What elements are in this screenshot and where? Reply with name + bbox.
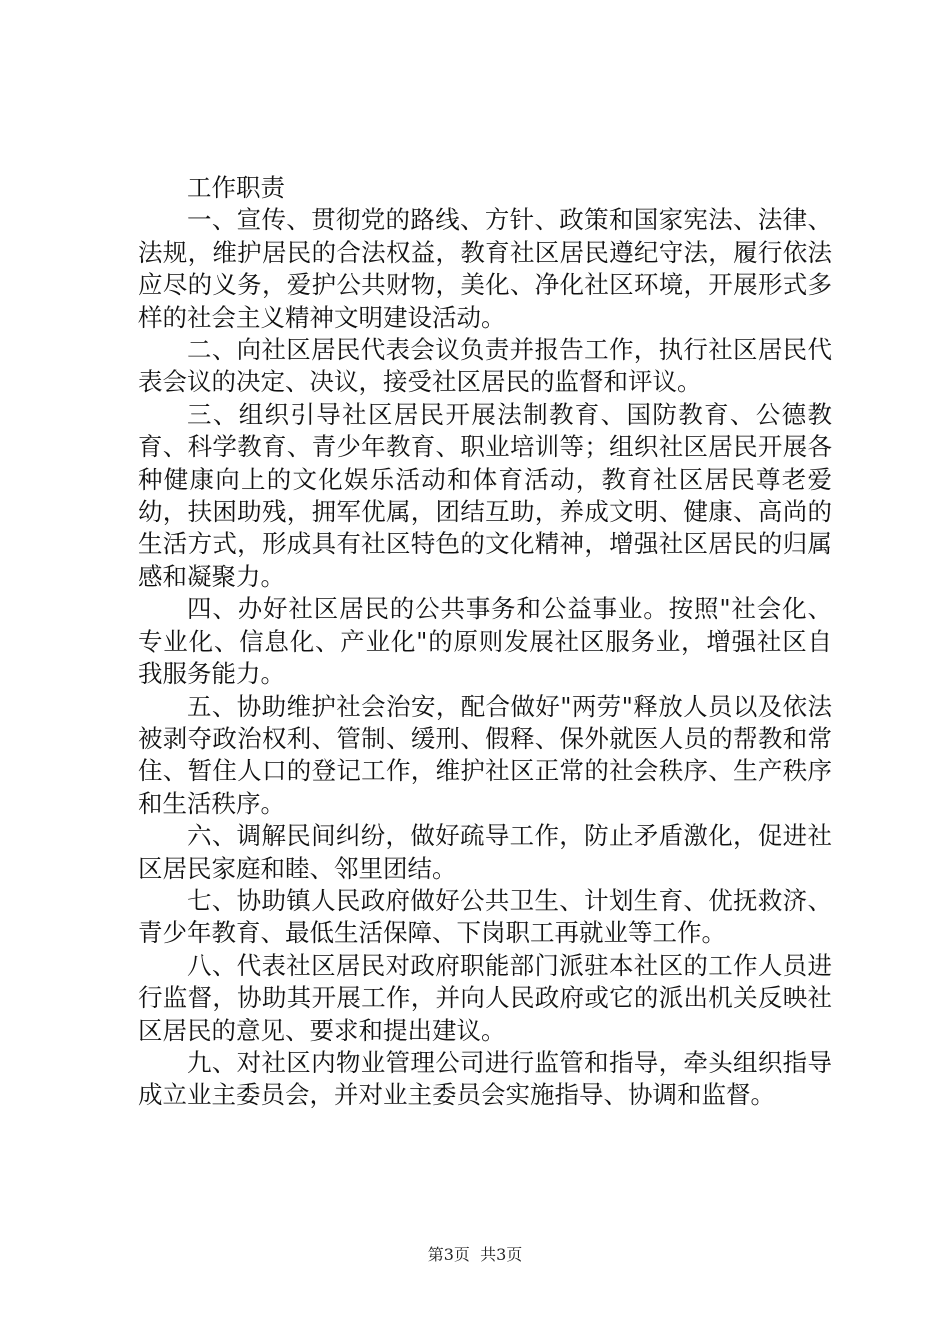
paragraph-7: 七、协助镇人民政府做好公共卫生、计划生育、优抚救济、青少年教育、最低生活保障、下岗职工再就业等工作。 [138, 885, 832, 948]
paragraph-1: 一、宣传、贯彻党的路线、方针、政策和国家宪法、法律、法规，维护居民的合法权益，教育社区居民遵纪守法，履行依法应尽的义务，爱护公共财物，美化、净化社区环境，开展形式多样的社会主义精神文明建设活动。 [138, 205, 832, 332]
paragraph-5: 五、协助维护社会治安，配合做好"两劳"释放人员以及依法被剥夺政治权利、管制、缓刑、假释、保外就医人员的帮教和常住、暂住人口的登记工作，维护社区正常的社会秩序、生产秩序和生活秩序。 [138, 691, 832, 818]
paragraph-6: 六、调解民间纠纷，做好疏导工作，防止矛盾激化，促进社区居民家庭和睦、邻里团结。 [138, 821, 832, 883]
section-heading: 工作职责 [187, 173, 285, 202]
paragraph-9: 九、对社区内物业管理公司进行监管和指导，牵头组织指导成立业主委员会，并对业主委员会实施指导、协调和监督。 [138, 1047, 832, 1110]
paragraph-8: 八、代表社区居民对政府职能部门派驻本社区的工作人员进行监督，协助其开展工作，并向人民政府或它的派出机关反映社区居民的意见、要求和提出建议。 [138, 950, 832, 1045]
document-body [138, 172, 832, 1112]
paragraph-4: 四、办好社区居民的公共事务和公益事业。按照"社会化、专业化、信息化、产业化"的原则发展社区服务业，增强社区自我服务能力。 [138, 594, 832, 689]
page-number-footer: 第3页 共3页 [427, 1245, 523, 1264]
paragraph-2: 二、向社区居民代表会议负责并报告工作，执行社区居民代表会议的决定、决议，接受社区居民的监督和评议。 [138, 335, 832, 397]
paragraph-3: 三、组织引导社区居民开展法制教育、国防教育、公德教育、科学教育、青少年教育、职业培训等；组织社区居民开展各种健康向上的文化娱乐活动和体育活动，教育社区居民尊老爱幼，扶困助残，拥军优属，团结互助，养成文明、健康、高尚的生活方式，形成具有社区特色的文化精神，增强社区居民的归属感和凝聚力。 [138, 399, 832, 591]
